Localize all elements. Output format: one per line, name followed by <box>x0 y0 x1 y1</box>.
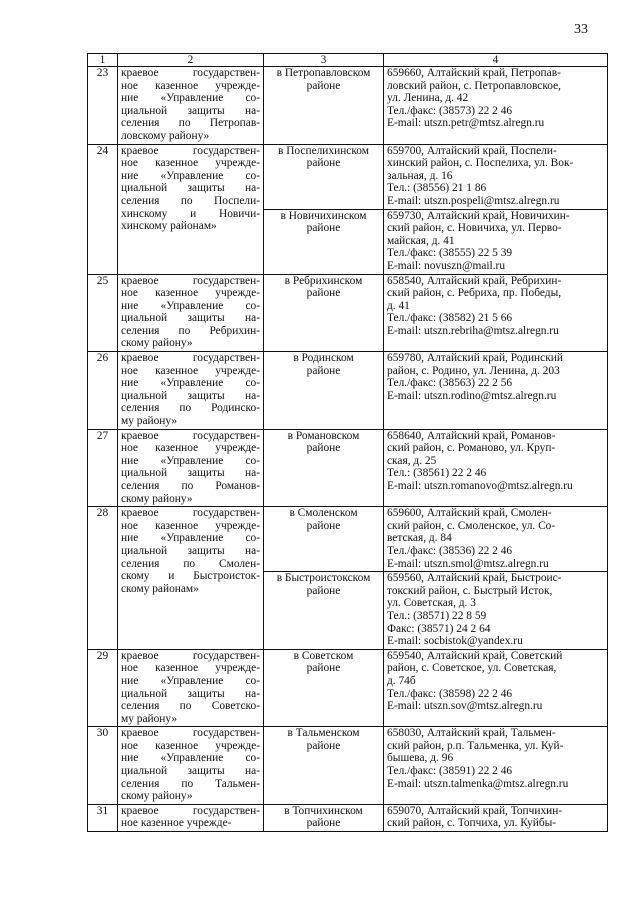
text-line: скому району» <box>121 790 193 803</box>
text-line: районе <box>306 364 341 377</box>
text-line: краевое государствен- <box>121 352 260 365</box>
text-line: майская, д. 41 <box>387 234 455 247</box>
text-line: ное казенное учрежде- <box>121 79 260 92</box>
page-number: 33 <box>574 22 588 37</box>
text-line: д. 74б <box>387 674 416 687</box>
text-line: хинский район, с. Поспелиха, ул. Вок- <box>387 157 574 170</box>
text-line: районе <box>306 817 341 830</box>
text-line: краевое государствен- <box>121 804 260 817</box>
text-line: Тел./факс: (38555) 22 5 39 <box>387 247 513 260</box>
text-line: скому району» <box>121 337 193 350</box>
text-line: в Романовском <box>287 429 360 442</box>
text-line: ние «Управление со- <box>121 169 260 182</box>
text-line: бышева, д. 96 <box>387 752 454 765</box>
text-line: ное казенное учрежде- <box>121 519 260 532</box>
text-line: в Новичихинском <box>280 209 367 222</box>
text-line: E-mail: novuszn@mail.ru <box>387 259 506 272</box>
text-line: Тел.: (38571) 22 8 59 <box>387 609 487 622</box>
address-cell <box>384 804 608 831</box>
text-line: ская, д. 25 <box>387 454 437 467</box>
text-line: Тел./факс: (38573) 22 2 46 <box>387 104 513 117</box>
text-line: район, с. Родино, ул. Ленина, д. 203 <box>387 364 560 377</box>
text-line: скому району» <box>121 492 193 505</box>
text-line: E-mail: utszn.rodino@mtsz.alregn.ru <box>387 389 557 402</box>
text-line: зальная, д. 16 <box>387 169 453 182</box>
row-number-cell: 26 <box>88 352 118 430</box>
text-line: селения по Советско- <box>121 700 260 713</box>
text-line: д. 41 <box>387 299 410 312</box>
table-row <box>88 352 608 430</box>
text-line: Тел./факс: (38536) 22 2 46 <box>387 544 513 557</box>
text-line: хинскому и Новичи- <box>121 207 260 220</box>
text-line: Тел.: (38561) 22 2 46 <box>387 467 487 480</box>
district-cell <box>264 429 384 507</box>
text-line: селения по Ребрихин- <box>121 324 260 337</box>
text-line: 659560, Алтайский край, Быстроис- <box>387 572 562 585</box>
text-line: краевое государствен- <box>121 429 260 442</box>
text-line: 659780, Алтайский край, Родинский <box>387 352 563 365</box>
text-line: в Советском <box>293 649 354 662</box>
text-line: 659600, Алтайский край, Смолен- <box>387 507 552 520</box>
text-line: E-mail: utszn.petr@mtsz.alregn.ru <box>387 117 545 130</box>
header-cell-3: 3 <box>264 54 384 67</box>
text-line: E-mail: utszn.sov@mtsz.alregn.ru <box>387 700 543 713</box>
district-cell <box>264 67 384 145</box>
organization-cell <box>118 352 264 430</box>
text-line: скому и Быстроисток- <box>121 570 260 583</box>
text-line: E-mail: utszn.talmenka@mtsz.alregn.ru <box>387 777 569 790</box>
text-line: циальной защиты на- <box>121 312 260 325</box>
text-line: 659730, Алтайский край, Новичихин- <box>387 209 570 222</box>
district-cell <box>264 804 384 831</box>
text-line: районе <box>306 442 341 455</box>
text-line: E-mail: socbistok@yandex.ru <box>387 635 523 648</box>
text-line: ное казенное учрежде- <box>121 739 260 752</box>
address-cell <box>384 144 608 209</box>
row-number-cell: 29 <box>88 649 118 727</box>
text-line: ский район, с. Топчиха, ул. Куйбы- <box>387 817 557 830</box>
text-line: ное казенное учрежде- <box>121 157 260 170</box>
text-line: Тел./факс: (38563) 22 2 56 <box>387 377 513 390</box>
address-cell <box>384 649 608 727</box>
text-line: хинскому районам» <box>121 220 217 233</box>
text-line: районе <box>306 79 341 92</box>
text-line: E-mail: utszn.romanovo@mtsz.alregn.ru <box>387 480 573 492</box>
address-cell <box>384 274 608 352</box>
text-line: ул. Ленина, д. 42 <box>387 92 469 105</box>
district-cell <box>264 572 384 650</box>
row-number-cell: 27 <box>88 429 118 507</box>
text-line: циальной защиты на- <box>121 687 260 700</box>
district-cell <box>264 274 384 352</box>
text-line: ние «Управление со- <box>121 454 260 467</box>
header-cell-4: 4 <box>384 54 608 67</box>
text-line: ние «Управление со- <box>121 532 260 545</box>
text-line: E-mail: utszn.smol@mtsz.alregn.ru <box>387 557 549 570</box>
text-line: 659660, Алтайский край, Петропав- <box>387 67 561 79</box>
row-number-cell: 31 <box>88 804 118 831</box>
text-line: Тел./факс: (38591) 22 2 46 <box>387 765 513 778</box>
text-line: селения по Тальмен- <box>121 777 260 790</box>
text-line: район, с. Советское, ул. Советская, <box>387 662 557 675</box>
table-row <box>88 649 608 727</box>
table-row <box>88 804 608 831</box>
text-line: районе <box>306 739 341 752</box>
text-line: ние «Управление со- <box>121 299 260 312</box>
table-row <box>88 144 608 209</box>
text-line: в Ребрихинском <box>284 274 363 287</box>
text-line: в Петропавловском <box>276 67 371 79</box>
text-line: краевое государствен- <box>121 144 260 157</box>
district-cell <box>264 209 384 274</box>
text-line: в Топчихинском <box>284 804 363 817</box>
text-line: 659540, Алтайский край, Советский <box>387 649 563 662</box>
text-line: районе <box>306 662 341 675</box>
text-line: Тел./факс: (38582) 21 5 66 <box>387 312 513 325</box>
table-header-row <box>88 54 608 67</box>
text-line: ние «Управление со- <box>121 752 260 765</box>
text-line: районе <box>306 519 341 532</box>
text-line: в Поспелихинском <box>277 144 369 157</box>
text-line: му району» <box>121 712 178 725</box>
text-line: ние «Управление со- <box>121 674 260 687</box>
text-line: циальной защиты на- <box>121 544 260 557</box>
text-line: в Родинском <box>293 352 354 365</box>
text-line: скому районам» <box>121 582 199 595</box>
text-line: Тел./факс: (38598) 22 2 46 <box>387 687 513 700</box>
district-cell <box>264 352 384 430</box>
text-line: ное казенное учрежде- <box>121 287 260 300</box>
district-cell <box>264 727 384 805</box>
text-line: ное казенное учрежде- <box>121 364 260 377</box>
organization-cell <box>118 727 264 805</box>
text-line: районе <box>306 157 341 170</box>
text-line: E-mail: utszn.rebriha@mtsz.alregn.ru <box>387 324 559 337</box>
text-line: селения по Поспели- <box>121 194 260 207</box>
text-line: ский район, р.п. Тальменка, ул. Куй- <box>387 739 564 752</box>
organization-cell <box>118 144 264 274</box>
organization-cell <box>118 804 264 831</box>
text-line: ский район, с. Смоленское, ул. Со- <box>387 519 556 532</box>
address-cell <box>384 352 608 430</box>
text-line: краевое государствен- <box>121 274 260 287</box>
text-line: 659070, Алтайский край, Топчихин- <box>387 804 563 817</box>
text-line: ловскому району» <box>121 129 210 142</box>
text-line: краевое государствен- <box>121 67 260 79</box>
text-line: селения по Смолен- <box>121 557 260 570</box>
address-cell <box>384 572 608 650</box>
table-body <box>88 54 608 832</box>
row-number-cell: 24 <box>88 144 118 274</box>
table-row <box>88 274 608 352</box>
district-cell <box>264 507 384 572</box>
table-row <box>88 67 608 145</box>
table-row <box>88 727 608 805</box>
address-cell <box>384 67 608 145</box>
header-cell-2: 2 <box>118 54 264 67</box>
header-cell-1: 1 <box>88 54 118 67</box>
table-row <box>88 507 608 572</box>
text-line: ное казенное учрежде- <box>121 817 232 830</box>
organization-cell <box>118 429 264 507</box>
text-line: краевое государствен- <box>121 649 260 662</box>
text-line: му району» <box>121 415 178 428</box>
address-cell <box>384 209 608 274</box>
address-cell <box>384 727 608 805</box>
district-cell <box>264 649 384 727</box>
text-line: ский район, с. Романово, ул. Круп- <box>387 442 556 455</box>
organization-cell <box>118 67 264 145</box>
text-line: в Смоленском <box>289 507 358 520</box>
text-line: циальной защиты на- <box>121 467 260 480</box>
text-line: 659700, Алтайский край, Поспели- <box>387 144 557 157</box>
text-line: ский район, с. Ребриха, пр. Победы, <box>387 287 562 300</box>
organization-cell <box>118 649 264 727</box>
text-line: селения по Романов- <box>121 480 260 492</box>
text-line: в Быстроистокском <box>276 572 371 585</box>
text-line: Тел.: (38556) 21 1 86 <box>387 182 487 195</box>
text-line: E-mail: utszn.pospeli@mtsz.alregn.ru <box>387 194 560 207</box>
text-line: ние «Управление со- <box>121 377 260 390</box>
text-line: краевое государствен- <box>121 507 260 520</box>
text-line: 658640, Алтайский край, Романов- <box>387 429 556 442</box>
text-line: циальной защиты на- <box>121 104 260 117</box>
district-cell <box>264 144 384 209</box>
text-line: в Тальменском <box>287 727 360 740</box>
row-number-cell: 28 <box>88 507 118 650</box>
text-line: районе <box>306 222 341 235</box>
organization-cell <box>118 274 264 352</box>
table-row <box>88 429 608 507</box>
text-line: селения по Петропав- <box>121 117 260 130</box>
organization-cell <box>118 507 264 650</box>
text-line: циальной защиты на- <box>121 389 260 402</box>
text-line: ул. Советская, д. 3 <box>387 597 476 610</box>
organizations-table <box>87 53 608 832</box>
row-number-cell: 23 <box>88 67 118 145</box>
text-line: ние «Управление со- <box>121 92 260 105</box>
address-cell <box>384 429 608 507</box>
text-line: районе <box>306 287 341 300</box>
text-line: ловский район, с. Петропавловское, <box>387 79 562 92</box>
row-number-cell: 30 <box>88 727 118 805</box>
text-line: циальной защиты на- <box>121 182 260 195</box>
text-line: циальной защиты на- <box>121 765 260 778</box>
text-line: 658030, Алтайский край, Тальмен- <box>387 727 556 740</box>
text-line: ное казенное учрежде- <box>121 442 260 455</box>
text-line: районе <box>306 584 341 597</box>
text-line: краевое государствен- <box>121 727 260 740</box>
text-line: токский район, с. Быстрый Исток, <box>387 584 553 597</box>
address-cell <box>384 507 608 572</box>
text-line: Факс: (38571) 24 2 64 <box>387 622 491 635</box>
row-number-cell: 25 <box>88 274 118 352</box>
text-line: 658540, Алтайский край, Ребрихин- <box>387 274 562 287</box>
text-line: ное казенное учрежде- <box>121 662 260 675</box>
text-line: ветская, д. 84 <box>387 532 452 545</box>
text-line: селения по Родинско- <box>121 402 260 415</box>
text-line: ский район, с. Новичиха, ул. Перво- <box>387 222 562 235</box>
